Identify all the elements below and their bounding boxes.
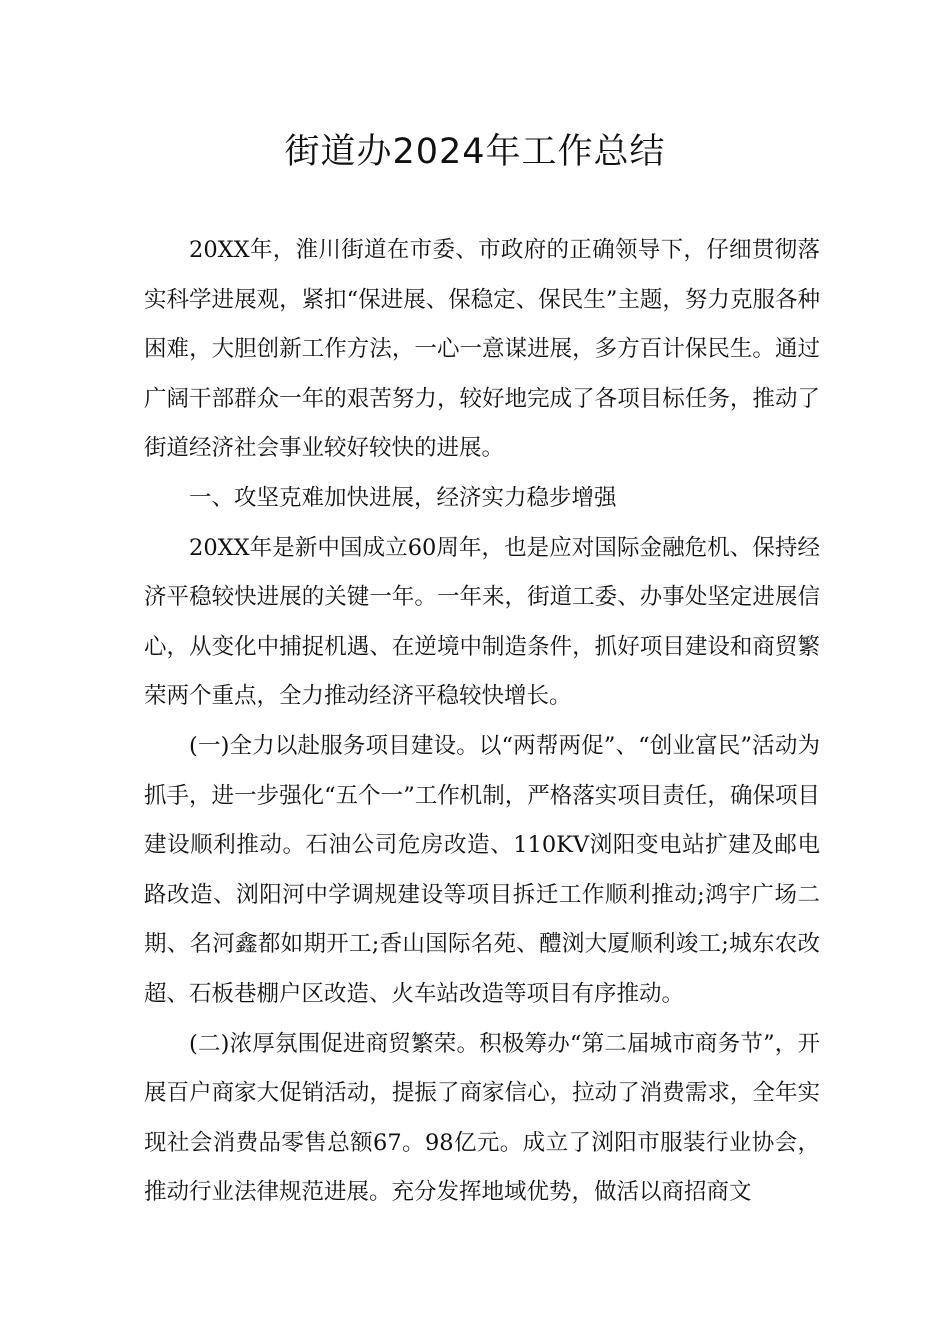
document-body bbox=[144, 226, 820, 1218]
page-title: 街道办2024年工作总结 bbox=[284, 132, 666, 172]
paragraph-commerce: (二)浓厚氛围促进商贸繁荣。积极筹办“第二届城市商务节”，开展百户商家大促销活动，提振了商家信心，拉动了消费需求，全年实现社会消费品零售总额67。98亿元。成立了浏阳市服装行业协会，推动行业法律规范进展。充分发挥地域优势，做活以商招商文 bbox=[144, 1030, 820, 1206]
paragraph-intro: 20XX年，淮川街道在市委、市政府的正确领导下，仔细贯彻落实科学进展观，紧扣“保进展、保稳定、保民生”主题，努力克服各种困难，大胆创新工作方法，一心一意谋进展，多方百计保民生。通过广阔干部群众一年的艰苦努力，较好地完成了各项目标任务，推动了街道经济社会事业较好较快的进展。 bbox=[144, 237, 820, 462]
section-heading-1: 一、攻坚克难加快进展，经济实力稳步增强 bbox=[189, 484, 617, 511]
paragraph-section-1: 20XX年是新中国成立60周年，也是应对国际金融危机、保持经济平稳较快进展的关键一年。一年来，街道工委、办事处坚定进展信心，从变化中捕捉机遇、在逆境中制造条件，抓好项目建设和商贸繁荣两个重点，全力推动经济平稳较快增长。 bbox=[144, 534, 820, 710]
paragraph-project-construction: (一)全力以赴服务项目建设。以“两帮两促”、“创业富民”活动为抓手，进一步强化“五个一”工作机制，严格落实项目责任，确保项目建设顺利推动。石油公司危房改造、110KV浏阳变电站扩建及邮电路改造、浏阳河中学调规建设等项目拆迁工作顺利推动;鸿宇广场二期、名河鑫都如期开工;香山国际名苑、醴浏大厦顺利竣工;城东农改超、石板巷棚户区改造、火车站改造等项目有序推动。 bbox=[144, 732, 820, 1007]
